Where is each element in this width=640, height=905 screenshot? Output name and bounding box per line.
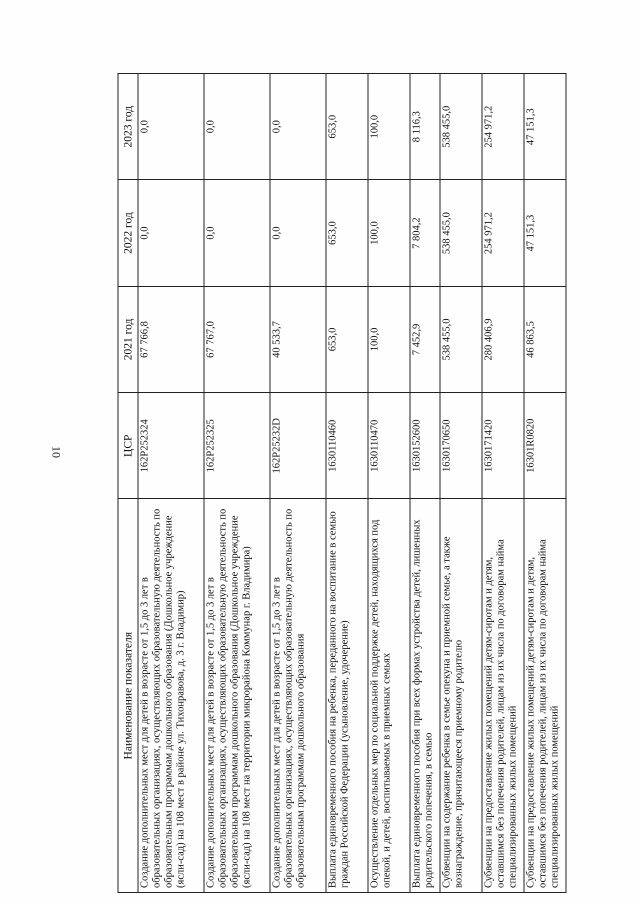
indicator-name: Создание дополнительных мест для детей в возрасте от 1,5 до 3 лет в образовательных организациях, осуществляющих образовательную деятельность по образовательным программам дошкольного образования bbox=[270, 499, 326, 893]
indicator-name: Выплата единовременного пособия при всех формах устройства детей, лишенных родительского попечения, в семью bbox=[410, 499, 440, 893]
indicator-name: Субвенции на предоставление жилых помещений детям-сиротам и детям, оставшимся без попечения родителей, лицам из их числа по договорам найма специализированных жилых помещений bbox=[482, 499, 524, 893]
value-2022: 0,0 bbox=[204, 180, 270, 286]
table-row bbox=[138, 74, 204, 893]
csr-code: 162P252324 bbox=[138, 393, 204, 499]
value-2021: 653,0 bbox=[326, 286, 368, 392]
value-2023: 8 116,3 bbox=[410, 74, 440, 180]
value-2021: 538 455,0 bbox=[440, 286, 482, 392]
header-2022: 2022 год bbox=[118, 180, 138, 286]
table-row bbox=[204, 74, 270, 893]
indicator-name: Создание дополнительных мест для детей в возрасте от 1,5 до 3 лет в образовательных организациях, осуществляющих образовательную деятельность по образовательным программам дошкольного образования (Дошкольное учреждение (ясли-сад) на 108 мест в районе ул. Тихонравова, д. 3 г. Владимир) bbox=[138, 499, 204, 893]
table-row bbox=[326, 74, 368, 893]
value-2023: 254 971,2 bbox=[482, 74, 524, 180]
value-2021: 46 863,5 bbox=[524, 286, 566, 392]
indicator-name: Создание дополнительных мест для детей в возрасте от 1,5 до 3 лет в образовательных организациях, осуществляющих образовательную деятельность по образовательным программам дошкольного образования (Дошкольное учреждение (ясли-сад) на 108 мест на территории микрорайона Коммунар г. Владимира) bbox=[204, 499, 270, 893]
indicator-name: Субвенции на содержание ребенка в семье опекуна и приемной семье, а также вознаграждение, причитающееся приемному родителю bbox=[440, 499, 482, 893]
csr-code: 1630152600 bbox=[410, 393, 440, 499]
csr-code: 1630110470 bbox=[368, 393, 410, 499]
value-2021: 100,0 bbox=[368, 286, 410, 392]
table-header-row bbox=[118, 74, 138, 893]
table-row bbox=[410, 74, 440, 893]
value-2022: 254 971,2 bbox=[482, 180, 524, 286]
value-2023: 653,0 bbox=[326, 74, 368, 180]
value-2021: 67 766,8 bbox=[138, 286, 204, 392]
indicator-name: Осуществление отдельных мер по социальной поддержке детей, находящихся под опекой, и детей, воспитываемых в приемных семьях bbox=[368, 499, 410, 893]
page-number: 10 bbox=[49, 446, 64, 458]
csr-code: 1630110460 bbox=[326, 393, 368, 499]
csr-code: 16301R0820 bbox=[524, 393, 566, 499]
csr-code: 162P252325 bbox=[204, 393, 270, 499]
table-row bbox=[524, 74, 566, 893]
table-rotated-wrapper bbox=[118, 73, 561, 893]
value-2023: 0,0 bbox=[138, 74, 204, 180]
budget-table bbox=[118, 73, 567, 893]
value-2022: 653,0 bbox=[326, 180, 368, 286]
header-csr: ЦСР bbox=[118, 393, 138, 499]
value-2021: 280 406,9 bbox=[482, 286, 524, 392]
csr-code: 1630170650 bbox=[440, 393, 482, 499]
value-2023: 538 455,0 bbox=[440, 74, 482, 180]
table-row bbox=[368, 74, 410, 893]
csr-code: 1630171420 bbox=[482, 393, 524, 499]
value-2021: 67 767,0 bbox=[204, 286, 270, 392]
value-2022: 7 804,2 bbox=[410, 180, 440, 286]
table-row bbox=[270, 74, 326, 893]
indicator-name: Выплата единовременного пособия на ребенка, переданного на воспитание в семью граждан Российской Федерации (усыновление, удочерение) bbox=[326, 499, 368, 893]
table-row bbox=[482, 74, 524, 893]
value-2021: 7 452,9 bbox=[410, 286, 440, 392]
header-indicator-name: Наименование показателя bbox=[118, 499, 138, 893]
value-2023: 47 151,3 bbox=[524, 74, 566, 180]
value-2022: 538 455,0 bbox=[440, 180, 482, 286]
value-2021: 40 533,7 bbox=[270, 286, 326, 392]
table-row bbox=[440, 74, 482, 893]
value-2022: 100,0 bbox=[368, 180, 410, 286]
value-2023: 100,0 bbox=[368, 74, 410, 180]
value-2023: 0,0 bbox=[270, 74, 326, 180]
indicator-name: Субвенции на предоставление жилых помещений детям-сиротам и детям, оставшимся без попечения родителей, лицам из их числа по договорам найма специализированных жилых помещений bbox=[524, 499, 566, 893]
value-2022: 0,0 bbox=[270, 180, 326, 286]
csr-code: 162P25232D bbox=[270, 393, 326, 499]
header-2023: 2023 год bbox=[118, 74, 138, 180]
header-2021: 2021 год bbox=[118, 286, 138, 392]
value-2022: 0,0 bbox=[138, 180, 204, 286]
value-2022: 47 151,3 bbox=[524, 180, 566, 286]
value-2023: 0,0 bbox=[204, 74, 270, 180]
